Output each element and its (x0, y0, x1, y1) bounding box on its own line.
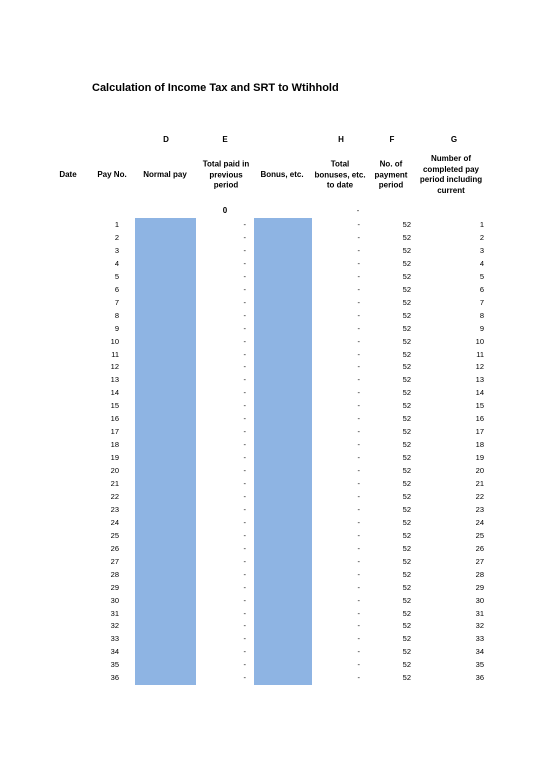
header-total-bonuses: Total bonuses, etc. to date (314, 159, 366, 190)
pay-no-cell: 28 (110, 569, 119, 579)
no-of-periods-cell: 52 (402, 323, 411, 333)
pay-no-cell: 13 (110, 375, 119, 385)
total-bonuses-cell: - (357, 284, 360, 294)
pay-no-cell: 34 (110, 647, 119, 657)
total-prev-cell: - (243, 297, 246, 307)
total-prev-cell: - (243, 582, 246, 592)
completed-periods-cell: 17 (475, 427, 484, 437)
total-bonuses-cell: - (357, 336, 360, 346)
total-prev-cell: - (243, 362, 246, 372)
no-of-periods-cell: 52 (402, 504, 411, 514)
completed-periods-cell: 16 (475, 414, 484, 424)
total-prev-cell: - (243, 232, 246, 242)
pay-no-cell: 30 (110, 595, 119, 605)
no-of-periods-cell: 52 (402, 543, 411, 553)
completed-periods-cell: 10 (475, 336, 484, 346)
pay-no-cell: 11 (111, 349, 119, 359)
header-pay-no: Pay No. (97, 169, 127, 179)
pay-no-cell: 22 (110, 491, 119, 501)
pay-no-cell: 14 (110, 388, 119, 398)
no-of-periods-cell: 52 (402, 569, 411, 579)
no-of-periods-cell: 52 (402, 556, 411, 566)
pay-no-cell: 25 (110, 530, 119, 540)
completed-periods-cell: 8 (479, 310, 484, 320)
completed-periods-cell: 21 (475, 479, 484, 488)
total-bonuses-cell: - (357, 440, 360, 450)
total-prev-cell: - (243, 504, 246, 514)
total-prev-cell: - (243, 440, 246, 450)
no-of-periods-cell: 52 (402, 466, 411, 476)
bonus-input-column[interactable] (254, 218, 312, 685)
completed-periods-cell: 7 (479, 297, 484, 307)
completed-periods-cell: 33 (475, 634, 484, 644)
total-bonuses-cell: - (357, 414, 360, 424)
column-letter-normal-pay: D (163, 135, 169, 144)
total-prev-cell: - (243, 220, 246, 229)
completed-periods-cell: 13 (475, 375, 484, 385)
page-title: Calculation of Income Tax and SRT to Wtihhold (92, 82, 339, 94)
total-bonuses-cell: - (357, 673, 360, 683)
pay-no-cell: 1 (114, 220, 119, 229)
completed-periods-cell: 24 (475, 517, 484, 527)
column-letter-total-bonuses: H (338, 135, 344, 144)
total-prev-cell: - (243, 491, 246, 501)
completed-periods-cell: 18 (475, 440, 484, 450)
completed-periods-cell: 36 (475, 673, 484, 683)
no-of-periods-cell: 52 (402, 375, 411, 385)
no-of-periods-cell: 52 (402, 440, 411, 450)
pay-no-cell: 8 (114, 310, 119, 320)
pay-no-cell: 6 (114, 284, 119, 294)
completed-periods-cell: 9 (479, 323, 484, 333)
total-prev-cell: - (243, 349, 246, 359)
total-bonuses-cell: - (357, 543, 360, 553)
total-bonuses-cell: - (357, 362, 360, 372)
no-of-periods-cell: 52 (402, 647, 411, 657)
total-bonuses-cell: - (357, 375, 360, 385)
total-prev-cell: - (243, 660, 246, 670)
completed-periods-cell: 2 (479, 232, 484, 242)
no-of-periods-cell: 52 (402, 491, 411, 501)
total-bonuses-cell: - (357, 245, 360, 255)
opening-total-prev: 0 (222, 206, 228, 215)
completed-periods-cell: 35 (475, 660, 484, 670)
total-prev-cell: - (243, 479, 246, 488)
pay-no-cell: 24 (110, 517, 119, 527)
total-prev-cell: - (243, 388, 246, 398)
column-letter-no-of-periods: F (389, 135, 395, 144)
total-prev-cell: - (243, 414, 246, 424)
total-bonuses-cell: - (357, 504, 360, 514)
total-prev-cell: - (243, 336, 246, 346)
total-bonuses-cell: - (357, 466, 360, 476)
no-of-periods-cell: 52 (402, 634, 411, 644)
header-date: Date (59, 169, 77, 179)
pay-no-cell: 27 (110, 556, 119, 566)
total-bonuses-cell: - (357, 595, 360, 605)
pay-no-cell: 16 (110, 414, 119, 424)
total-bonuses-cell: - (357, 634, 360, 644)
header-bonus: Bonus, etc. (260, 169, 304, 179)
completed-periods-cell: 3 (479, 245, 484, 255)
total-bonuses-cell: - (357, 608, 360, 618)
no-of-periods-cell: 52 (402, 258, 411, 268)
total-bonuses-cell: - (357, 453, 360, 463)
no-of-periods-cell: 52 (402, 220, 411, 229)
completed-periods-cell: 31 (475, 608, 484, 618)
completed-periods-cell: 6 (479, 284, 484, 294)
no-of-periods-cell: 52 (402, 479, 411, 488)
completed-periods-cell: 25 (475, 530, 484, 540)
completed-periods-cell: 15 (475, 401, 484, 411)
total-bonuses-cell: - (357, 517, 360, 527)
total-prev-cell: - (243, 569, 246, 579)
total-bonuses-cell: - (357, 323, 360, 333)
total-bonuses-cell: - (357, 427, 360, 437)
normal-pay-input-column[interactable] (135, 218, 196, 685)
no-of-periods-cell: 52 (402, 673, 411, 683)
total-bonuses-cell: - (357, 401, 360, 411)
total-bonuses-cell: - (357, 582, 360, 592)
no-of-periods-cell: 52 (402, 517, 411, 527)
total-prev-cell: - (243, 621, 246, 631)
pay-no-cell: 5 (114, 271, 119, 281)
total-prev-cell: - (243, 530, 246, 540)
completed-periods-cell: 29 (475, 582, 484, 592)
pay-no-cell: 23 (110, 504, 119, 514)
pay-no-cell: 3 (114, 245, 119, 255)
column-letter-total-prev: E (222, 135, 228, 144)
no-of-periods-cell: 52 (402, 362, 411, 372)
completed-periods-cell: 22 (475, 491, 484, 501)
total-bonuses-cell: - (357, 479, 360, 488)
completed-periods-cell: 26 (475, 543, 484, 553)
completed-periods-cell: 23 (475, 504, 484, 514)
total-prev-cell: - (243, 284, 246, 294)
total-bonuses-cell: - (357, 569, 360, 579)
completed-periods-cell: 4 (479, 258, 484, 268)
completed-periods-cell: 19 (475, 453, 484, 463)
header-completed: Number of completed pay period including current (419, 154, 483, 195)
total-bonuses-cell: - (357, 491, 360, 501)
total-prev-cell: - (243, 673, 246, 683)
total-prev-cell: - (243, 608, 246, 618)
completed-periods-cell: 27 (475, 556, 484, 566)
no-of-periods-cell: 52 (402, 582, 411, 592)
pay-no-cell: 15 (110, 401, 119, 411)
no-of-periods-cell: 52 (402, 595, 411, 605)
pay-no-cell: 4 (114, 258, 119, 268)
pay-no-cell: 21 (110, 479, 119, 488)
total-bonuses-cell: - (357, 647, 360, 657)
total-bonuses-cell: - (357, 220, 360, 229)
total-prev-cell: - (243, 271, 246, 281)
total-prev-cell: - (243, 375, 246, 385)
total-prev-cell: - (243, 453, 246, 463)
total-prev-cell: - (243, 258, 246, 268)
total-bonuses-cell: - (357, 660, 360, 670)
total-bonuses-cell: - (357, 349, 360, 359)
pay-no-cell: 31 (110, 608, 119, 618)
completed-periods-cell: 14 (475, 388, 484, 398)
no-of-periods-cell: 52 (402, 401, 411, 411)
no-of-periods-cell: 52 (402, 271, 411, 281)
header-total-prev: Total paid in previous period (202, 159, 250, 190)
pay-no-cell: 17 (110, 427, 119, 437)
completed-periods-cell: 12 (475, 362, 484, 372)
pay-no-cell: 36 (110, 673, 119, 683)
no-of-periods-cell: 52 (402, 310, 411, 320)
completed-periods-cell: 28 (475, 569, 484, 579)
completed-periods-cell: 20 (475, 466, 484, 476)
total-prev-cell: - (243, 595, 246, 605)
no-of-periods-cell: 52 (402, 621, 411, 631)
completed-periods-cell: 1 (479, 220, 484, 229)
pay-no-cell: 19 (110, 453, 119, 463)
total-bonuses-cell: - (357, 310, 360, 320)
total-prev-cell: - (243, 543, 246, 553)
total-prev-cell: - (243, 647, 246, 657)
no-of-periods-cell: 52 (402, 297, 411, 307)
pay-no-cell: 32 (110, 621, 119, 631)
total-bonuses-cell: - (357, 556, 360, 566)
total-prev-cell: - (243, 556, 246, 566)
total-prev-cell: - (243, 466, 246, 476)
pay-no-cell: 2 (114, 232, 119, 242)
total-prev-cell: - (243, 634, 246, 644)
total-bonuses-cell: - (357, 297, 360, 307)
total-bonuses-cell: - (357, 621, 360, 631)
no-of-periods-cell: 52 (402, 453, 411, 463)
column-letter-completed: G (450, 135, 458, 144)
no-of-periods-cell: 52 (402, 245, 411, 255)
completed-periods-cell: 30 (475, 595, 484, 605)
total-prev-cell: - (243, 323, 246, 333)
pay-no-cell: 10 (110, 336, 119, 346)
no-of-periods-cell: 52 (402, 336, 411, 346)
pay-no-cell: 33 (110, 634, 119, 644)
total-prev-cell: - (243, 245, 246, 255)
pay-no-cell: 18 (110, 440, 119, 450)
pay-no-cell: 9 (114, 323, 119, 333)
total-bonuses-cell: - (357, 388, 360, 398)
completed-periods-cell: 11 (476, 349, 484, 359)
pay-no-cell: 12 (110, 362, 119, 372)
total-prev-cell: - (243, 310, 246, 320)
total-prev-cell: - (243, 517, 246, 527)
total-bonuses-cell: - (357, 258, 360, 268)
completed-periods-cell: 34 (475, 647, 484, 657)
opening-total-bonuses: - (356, 206, 360, 215)
no-of-periods-cell: 52 (402, 232, 411, 242)
no-of-periods-cell: 52 (402, 284, 411, 294)
total-bonuses-cell: - (357, 232, 360, 242)
total-bonuses-cell: - (357, 530, 360, 540)
total-prev-cell: - (243, 401, 246, 411)
header-normal-pay: Normal pay (143, 169, 187, 179)
no-of-periods-cell: 52 (402, 427, 411, 437)
no-of-periods-cell: 52 (402, 349, 411, 359)
pay-no-cell: 7 (114, 297, 119, 307)
total-prev-cell: - (243, 427, 246, 437)
completed-periods-cell: 32 (475, 621, 484, 631)
completed-periods-cell: 5 (479, 271, 484, 281)
pay-no-cell: 26 (110, 543, 119, 553)
no-of-periods-cell: 52 (402, 660, 411, 670)
total-bonuses-cell: - (357, 271, 360, 281)
pay-no-cell: 35 (110, 660, 119, 670)
no-of-periods-cell: 52 (402, 530, 411, 540)
header-no-of-periods: No. of payment period (374, 159, 408, 190)
no-of-periods-cell: 52 (402, 414, 411, 424)
no-of-periods-cell: 52 (402, 608, 411, 618)
pay-no-cell: 20 (110, 466, 119, 476)
pay-no-cell: 29 (110, 582, 119, 592)
no-of-periods-cell: 52 (402, 388, 411, 398)
